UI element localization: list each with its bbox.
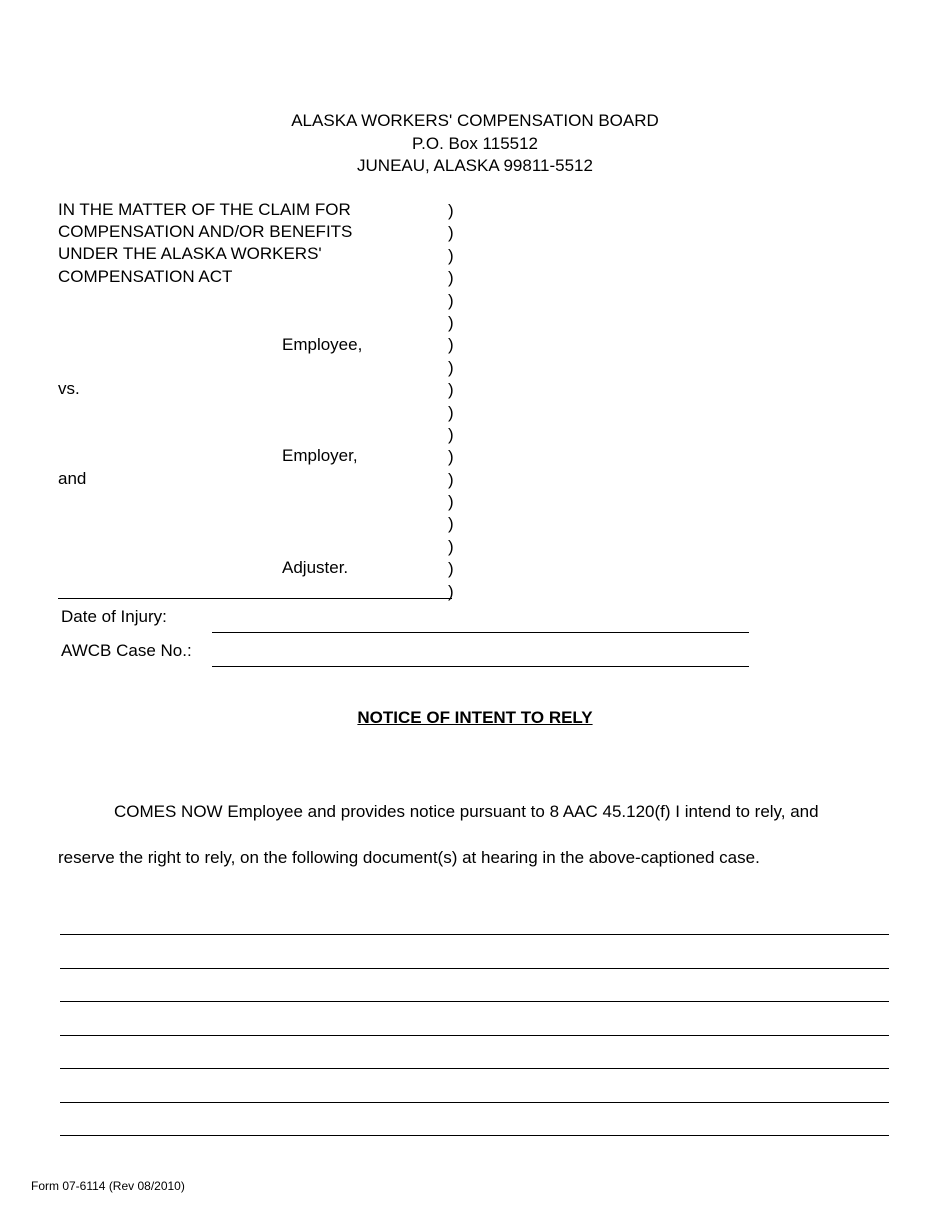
- date-of-injury-field[interactable]: [212, 632, 749, 633]
- document-entry-line[interactable]: [60, 1068, 889, 1069]
- caption-paren: ): [448, 514, 454, 534]
- caption-paren: ): [448, 424, 454, 444]
- board-po-box: P.O. Box 115512: [411, 133, 539, 153]
- and-label: and: [58, 469, 87, 488]
- document-entry-line[interactable]: [60, 1102, 889, 1103]
- caption-paren: ): [448, 581, 454, 601]
- notice-paragraph-line-1: COMES NOW Employee and provides notice pursuant to 8 AAC 45.120(f) I intend to rely, and: [114, 802, 819, 821]
- form-header: [0, 110, 950, 178]
- employee-label: Employee,: [282, 335, 363, 354]
- caption-paren: ): [448, 380, 454, 400]
- vs-label: vs.: [58, 379, 80, 398]
- caption-paren: ): [448, 312, 454, 332]
- caption-paren: ): [448, 469, 454, 489]
- notice-paragraph-line-2: reserve the right to rely, on the following document(s) at hearing in the above-captioned case.: [58, 848, 760, 867]
- board-city: JUNEAU, ALASKA 99811-5512: [357, 156, 593, 175]
- caption-paren: ): [448, 492, 454, 512]
- caption-paren: ): [448, 290, 454, 310]
- employer-label: Employer,: [282, 446, 358, 465]
- caption-matter-line-2: COMPENSATION AND/OR BENEFITS: [58, 222, 353, 241]
- caption-paren: ): [448, 402, 454, 422]
- document-entry-line[interactable]: [60, 1135, 889, 1136]
- case-number-label: AWCB Case No.:: [61, 641, 192, 660]
- caption-paren: ): [448, 223, 454, 243]
- caption-paren: ): [448, 245, 454, 265]
- caption-paren: ): [448, 357, 454, 377]
- date-of-injury-label: Date of Injury:: [61, 607, 167, 626]
- caption-matter-line-4: COMPENSATION ACT: [58, 267, 233, 286]
- caption-matter-line-3: UNDER THE ALASKA WORKERS': [58, 244, 322, 263]
- document-entry-line[interactable]: [60, 934, 889, 935]
- notice-title: NOTICE OF INTENT TO RELY: [357, 708, 593, 727]
- caption-paren: ): [448, 201, 454, 220]
- caption-divider: [58, 598, 452, 599]
- board-name: ALASKA WORKERS' COMPENSATION BOARD: [291, 111, 659, 130]
- caption-matter-line-1: IN THE MATTER OF THE CLAIM FOR: [58, 200, 351, 219]
- caption-paren: ): [448, 447, 454, 467]
- caption-paren: ): [448, 268, 454, 288]
- document-entry-line[interactable]: [60, 1035, 889, 1036]
- case-number-field[interactable]: [212, 666, 749, 667]
- adjuster-label: Adjuster.: [282, 558, 349, 577]
- document-entry-line[interactable]: [60, 1001, 889, 1002]
- caption-paren-column: [448, 200, 460, 603]
- caption-paren: ): [448, 536, 454, 556]
- document-entry-line[interactable]: [60, 968, 889, 969]
- caption-paren: ): [448, 559, 454, 579]
- caption-paren: ): [448, 335, 454, 355]
- form-number: Form 07-6114 (Rev 08/2010): [31, 1179, 185, 1193]
